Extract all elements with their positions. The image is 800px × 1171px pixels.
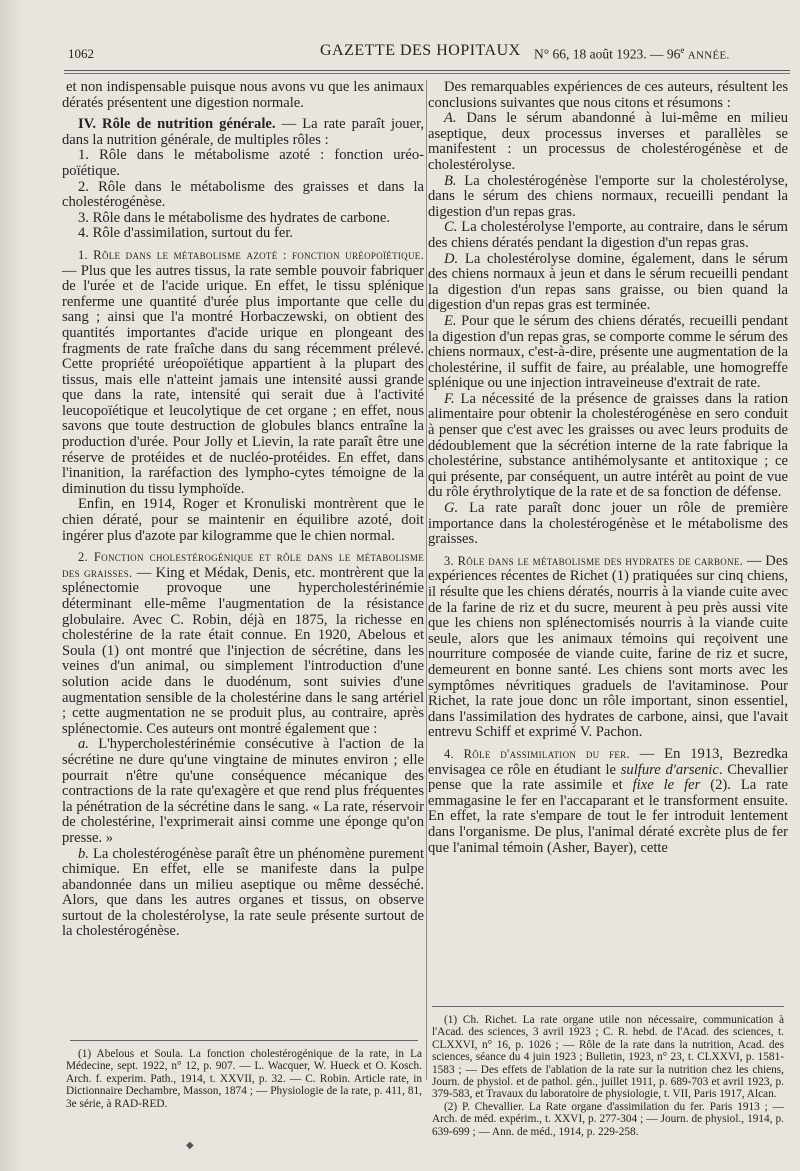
footnote: (1) Ch. Richet. La rate organe utile non nécessaire, communication à l'Acad. des sciences, 3 avril 1923 ; C. R. hebd. de l'Acad. des sciences, t. CLXXVI, n° 16, p. 1026 ; — Rôle de la rate dans la nutrition, Acad. des sciences, séance du 4 juin 1923 ; Bulletin, 1923, n° 23, t. CLXXVI, p. 1581-1583 ; — Des effets de l'ablation de la rate sur la nutrition chez les chiens, Journ. de physiol. et de pathol. gén., juillet 1911, p. 689-703 et avril 1923, p. 379-583, et Travaux du laboratoire de physiologie, t. VII, Paris 1917, Alcan. bbox=[432, 1014, 784, 1101]
paragraph-text: . Chevallier pense que la rate assimile et bbox=[428, 761, 788, 794]
footnotes-right bbox=[432, 1014, 784, 1138]
paragraph bbox=[428, 747, 788, 856]
paragraph-text: — Plus que les autres tissus, la rate semble pouvoir fabriquer de l'urée et de l'acide urique. En effet, le tissu splénique renferme une quantité d'urée plus importante que celle du sang ; ainsi que l'a montré Horbaczewski, on obtient des quantités importantes d'acide urique en plongeant des fragments de rate fraîche dans du sang récemment prélevé. Cette propriété uréopoïétique appartient à la plupart des tissus, mais elle n'atteint jamais une intensité aussi grande que dans la rate, intensité qui serait due à l'activité leucopoïétique et leucolytique de cet organe ; en effet, nous savons que toute destruction de globules blancs entraîne la production d'urée. Pour Jolly et Lievin, la rate paraît être une réserve de protéides et de nucléo-protéides. En effet, dans l'inanition, la raréfaction des lympho-cytes témoigne de la diminution du tissu lymphoïde. bbox=[62, 262, 424, 497]
footnote-rule-right bbox=[432, 1006, 784, 1007]
left-column bbox=[62, 80, 424, 940]
footnote: (1) Abelous et Soula. La fonction cholestérogénique de la rate, in La Médecine, sept. 1922, n° 12, p. 907. — L. Wacquer, W. Hueck et O. Kosch. Arch. f. experim. Path., 1914, t. XXVII, p. 32. — C. Robin. Article rate, in Dictionnaire Dechambre, Masson, 1874 ; — Physiologie de la rate, p. 411, 81, 3e série, à RAD-RED. bbox=[66, 1048, 422, 1110]
section-iv-paragraph bbox=[62, 117, 424, 148]
item-label: G. bbox=[444, 500, 459, 517]
paragraph bbox=[428, 111, 788, 173]
item-label: a. bbox=[78, 736, 89, 753]
item-label: C. bbox=[444, 219, 458, 236]
subsection-heading: 2. Fonction cholestérogénique et rôle dans le métabolisme des graisses. bbox=[62, 550, 424, 580]
item-label: A. bbox=[444, 110, 457, 127]
subsection-heading: 1. Rôle dans le métabolisme azoté : fonction uréopoïétique. bbox=[78, 247, 424, 262]
page-number: 1062 bbox=[68, 46, 94, 61]
paragraph-text: La nécessité de la présence de graisses dans la ration alimentaire pour obtenir la cholestérogénèse en sero conduit à penser que c'est avec les graisses ou avec leurs produits de dédoublement que la sécrétion interne de la rate fabrique la cholestérine, substance antihémolysante et antitoxique ; ce qui présente, par conséquent, un autre intérêt au point de vue du rôle érythrolytique de la rate et de sa fonction de défense. bbox=[428, 390, 788, 501]
footnote-rule-left bbox=[70, 1040, 418, 1041]
right-column bbox=[428, 80, 788, 856]
paragraph: Enfin, en 1914, Roger et Kronuliski montrèrent que le chien dératé, pour se maintenir en équilibre azoté, doit ingérer plus d'azote par kilogramme que le chien normal. bbox=[62, 496, 424, 544]
footnotes-left bbox=[66, 1048, 422, 1110]
list-item: 2. Rôle dans le métabolisme des graisses et dans la cholestérogénèse. bbox=[62, 178, 424, 211]
journal-title: GAZETTE DES HOPITAUX bbox=[320, 42, 521, 59]
header-rule bbox=[64, 70, 790, 71]
subsection-heading: 4. Rôle d'assimilation du fer. bbox=[444, 746, 630, 761]
paragraph bbox=[428, 314, 788, 392]
list-item: 3. Rôle dans le métabolisme des hydrates de carbone. bbox=[78, 209, 391, 226]
paragraph-text: La cholestérogénèse l'emporte sur la cholestérolyse, dans le sérum des chiens normaux, recueilli pendant la digestion d'un repas gras. bbox=[428, 172, 788, 220]
paragraph-text: — En 1913, Bezredka envisagea ce rôle en étudiant le bbox=[428, 745, 788, 778]
paragraph bbox=[62, 550, 424, 737]
item-label: E. bbox=[444, 312, 457, 329]
item-label: b. bbox=[78, 845, 89, 862]
paragraph bbox=[428, 252, 788, 314]
section-heading: IV. Rôle de nutrition générale. bbox=[78, 116, 276, 133]
list-item: 4. Rôle d'assimilation, surtout du fer. bbox=[78, 225, 294, 242]
paragraph: et non indispensable puisque nous avons vu que les animaux dératés présentent une digestion normale. bbox=[62, 79, 424, 111]
footnote: (2) P. Chevallier. La Rate organe d'assimilation du fer. Paris 1913 ; — Arch. de méd. expérim., t. XXVI, p. 277-304 ; — Journ. de physiol., 1914, p. 639-699 ; — Ann. de méd., 1914, p. 229-258. bbox=[432, 1100, 784, 1138]
paragraph bbox=[428, 174, 788, 221]
section-text: — La rate paraît jouer, dans la nutrition générale, de multiples rôles : bbox=[62, 116, 424, 148]
paragraph-text: Dans le sérum abandonné à lui-même en milieu aseptique, deux processus inverses et parallèles se manifestent : un processus de cholestérogénèse et de cholestérolyse. bbox=[428, 110, 788, 173]
running-header bbox=[0, 40, 800, 70]
paragraph-text: L'hypercholestérinémie consécutive à l'action de la sécrétine ne dure qu'une vingtaine de minutes environ ; elle pourrait n'être qu'une conséquence mécanique des contractions de la rate qu'exagère et que rend plus fréquentes la pénétration de la sécrétine dans le sang. « La rate, réservoir de cholestérine, l'exprimerait ainsi comme une éponge qu'on presse. » bbox=[62, 736, 424, 846]
paragraph-text: Pour que le sérum des chiens dératés, recueilli pendant la digestion d'un repas gras, se comporte comme le sérum des chiens normaux, c'est-à-dire, présente une augmentation de la cholestérine, il suffit de faire, au préalable, une homogreffe splénique ou une injection intraveineuse d'extrait de rate. bbox=[428, 312, 788, 392]
paragraph-text: La rate paraît donc jouer un rôle de première importance dans la cholestérogénèse et le métabolisme des graisses. bbox=[428, 500, 788, 548]
paragraph-text: (2). La rate emmagasine le fer en l'accaparant et le transforment ensuite. En effet, la rate s'empare de tout le fer introduit lentement dans l'organisme. De plus, l'animal dératé excrète plus de fer que l'animal témoin (Asher, Bayer), cette bbox=[428, 777, 789, 856]
column-divider bbox=[426, 80, 427, 1080]
paragraph bbox=[428, 220, 788, 251]
paragraph-text: La cholestérolyse domine, également, dans le sérum des chiens normaux à jeun et dans le sérum recueilli pendant la digestion d'un repas sans graisse, ou bien quand la digestion d'un repas gras est terminée. bbox=[428, 250, 788, 314]
page-edge-shadow bbox=[0, 0, 22, 1171]
issue-info bbox=[534, 45, 730, 63]
paragraph bbox=[428, 392, 788, 501]
subsection-heading: 3. Rôle dans le métabolisme des hydrates de carbone. bbox=[444, 553, 744, 568]
paragraph bbox=[428, 554, 788, 741]
italic-term: fixe le fer bbox=[632, 777, 701, 794]
item-label: F. bbox=[444, 390, 455, 407]
italic-term: sulfure d'arsenic bbox=[620, 761, 719, 778]
paragraph bbox=[62, 248, 424, 498]
paragraph bbox=[428, 501, 788, 548]
ornament-mark: ◆ bbox=[186, 1140, 194, 1151]
item-label: D. bbox=[444, 250, 459, 267]
paragraph bbox=[62, 847, 424, 941]
issue-text: N° 66, 18 août 1923. — 96 bbox=[534, 46, 681, 62]
paragraph-text: La cholestérogénèse paraît être un phénomène purement chimique. En effet, elle se manifeste dans la pulpe abandonnée dans un milieu aseptique ou même desséché. Alors, que dans les autres organes et tissus, on observe surtout de la cholestérolyse, la rate seule présente surtout de la cholestérogénèse. bbox=[62, 845, 424, 940]
header-rule-secondary bbox=[64, 73, 790, 74]
issue-superscript: e bbox=[680, 45, 685, 55]
paragraph-text: La cholestérolyse l'emporte, au contraire, dans le sérum des chiens dératés pendant la digestion d'un repas gras. bbox=[428, 219, 788, 251]
paragraph-text: — King et Médak, Denis, etc. montrèrent que la splénectomie provoque une hypercholestérinémie déterminant elle-même l'augmentation de la résistance globulaire. Avec C. Robin, déjà en 1875, la richesse en cholestérine de la rate était connue. En 1920, Abelous et Soula (1) ont montré que l'injection de sécrétine, dans les veines d'un animal, ou simplement l'introduction d'une solution acide dans le duodénum, sont suivies d'une augmentation sensible de la cholestérine dans le sang artériel ; cette augmentation ne se produit plus, au contraire, après splénectomie. Ces auteurs ont montré également que : bbox=[62, 564, 424, 737]
issue-year-label: ANNÉE. bbox=[687, 49, 730, 62]
item-label: B. bbox=[444, 172, 457, 189]
paragraph bbox=[62, 737, 424, 846]
list-item: 1. Rôle dans le métabolisme azoté : fonction uréo-poïétique. bbox=[62, 147, 424, 179]
paragraph: Des remarquables expériences de ces auteurs, résultent les conclusions suivantes que nous citons et résumons : bbox=[428, 79, 788, 111]
paragraph-text: — Des expériences récentes de Richet (1) pratiquées sur cinq chiens, il résulte que les chiens dératés, nourris à la viande cuite avec de la farine de riz et du sucre, meurent à peu près aussi vite que les chiens non splénectomisés nourris à la viande cuite seule, alors que les animaux témoins qui reçoivent une nourriture composée de viande cuite, farine de riz et sucre, demeurent en bonne santé. Les chiens sont morts avec les symptômes névritiques graduels de l'avitaminose. Pour Richet, la rate joue donc un rôle important, sinon essentiel, dans l'assimilation des hydrates de carbone, ainsi, que l'avait entrevu Schiff et exprimé V. Pachon. bbox=[428, 552, 789, 741]
